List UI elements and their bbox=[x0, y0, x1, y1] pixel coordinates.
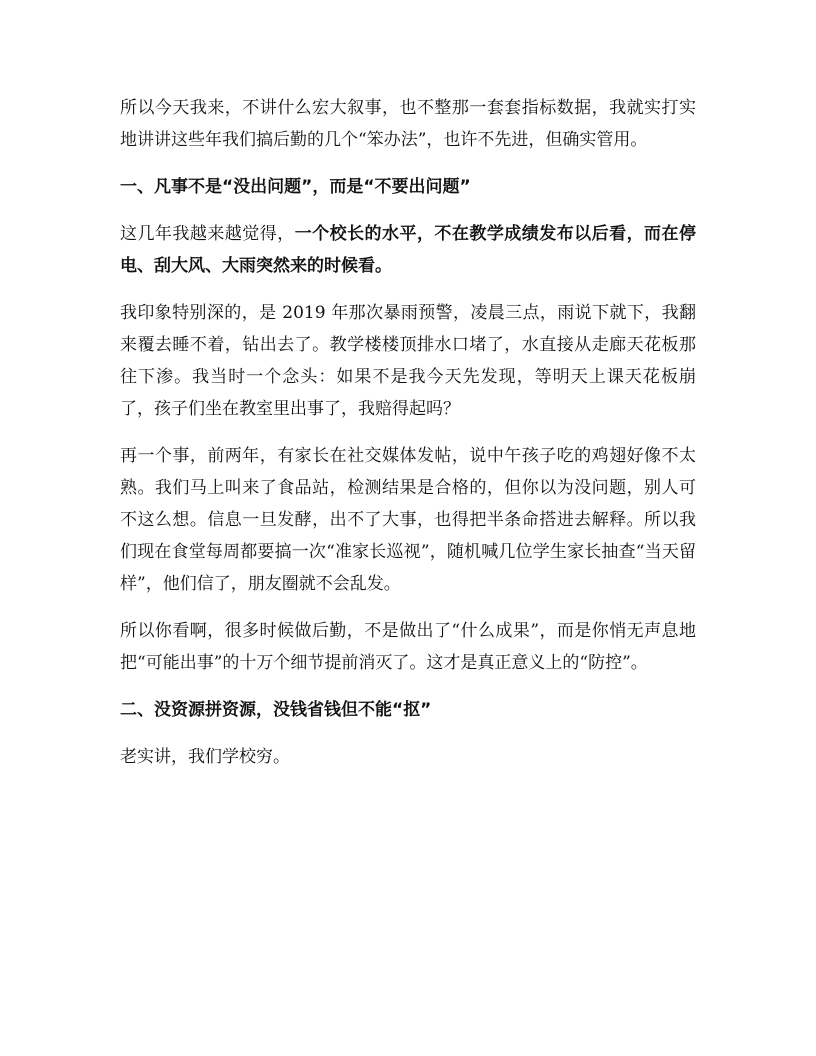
paragraph-principal-standard bbox=[120, 218, 696, 282]
paragraph-canteen-story: 再一个事，前两年，有家长在社交媒体发帖，说中午孩子吃的鸡翅好像不太熟。我们马上叫来了食品站，检测结果是合格的，但你以为没问题，别人可不这么想。信息一旦发酵，出不了大事，也得把半条命搭进去解释。所以我们现在食堂每周都要搞一次“准家长巡视”，随机喊几位学生家长抽查“当天留样”，他们信了，朋友圈就不会乱发。 bbox=[120, 446, 696, 594]
paragraph-lead-text: 这几年我越来越觉得， bbox=[120, 224, 295, 244]
document-body bbox=[120, 92, 696, 788]
paragraph-prevention-summary: 所以你看啊，很多时候做后勤，不是做出了“什么成果”，而是你悄无声息地把“可能出事”的十万个细节提前消灭了。这才是真正意义上的“防控”。 bbox=[120, 621, 696, 673]
section-heading-2: 二、没资源拼资源，没钱省钱但不能“抠” bbox=[120, 700, 432, 720]
section-heading-1: 一、凡事不是“没出问题”，而是“不要出问题” bbox=[120, 177, 471, 197]
paragraph-rainstorm-story: 我印象特别深的，是 2019 年那次暴雨预警，凌晨三点，雨说下就下，我翻来覆去睡不着，钻出去了。教学楼楼顶排水口堵了，水直接从走廊天花板那往下渗。我当时一个念头：如果不是我今天先发现，等明天上课天花板崩了，孩子们坐在教室里出事了，我赔得起吗？ bbox=[120, 303, 696, 419]
intro-paragraph: 所以今天我来，不讲什么宏大叙事，也不整那一套套指标数据，我就实打实地讲讲这些年我们搞后勤的几个“笨办法”，也许不先进，但确实管用。 bbox=[120, 98, 696, 150]
paragraph-school-poor: 老实讲，我们学校穷。 bbox=[120, 747, 290, 767]
paragraph-bold-text: 一个校长的水平，不在教学成绩发布以后看，而在停电、刮大风、大雨突然来的时候看。 bbox=[120, 224, 696, 276]
